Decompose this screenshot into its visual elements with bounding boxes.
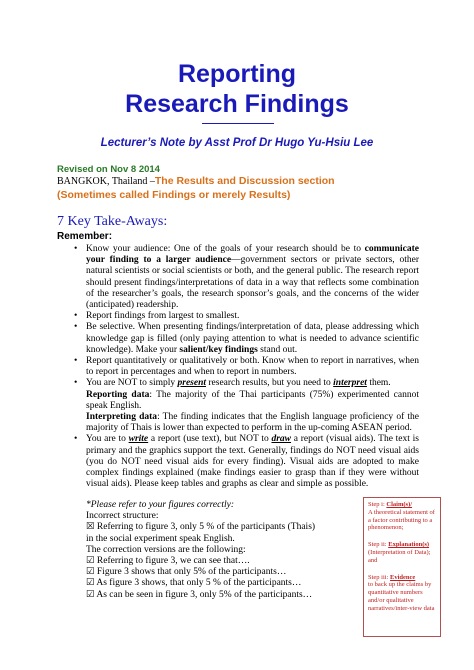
remember-label: Remember:	[57, 231, 113, 242]
list-item: • Be selective. When presenting findings/interpretation of data, please addressing which knowledge gap is filled (only paying attention to what is needed to advance scientific knowledge). Make your salient/key findings stand out.	[74, 322, 419, 355]
step-1: Step i: Claim(s)/ A theoretical statement of a factor contributing to a phenomenon;	[368, 501, 435, 532]
correct-example-2: ☑ Figure 3 shows that only 5% of the participants…	[86, 567, 287, 578]
correct-example-1: ☑ Referring to figure 3, we can see that….	[86, 556, 250, 567]
section-title: The Results and Discussion section	[154, 175, 335, 187]
list-item: • Report findings from largest to smallest.	[74, 311, 240, 322]
dateline-place: BANGKOK, Thailand –	[57, 176, 155, 187]
correct-example-4: ☑ As can be seen in figure 3, only 5% of the participants…	[86, 589, 313, 600]
step-2: Step ii: Explanation(s) (Interpretation of Data); and	[368, 541, 431, 564]
steps-sidebar	[363, 497, 441, 637]
incorrect-example-1: ☒ Referring to figure 3, only 5 % of the participants (Thais)	[86, 522, 316, 533]
step-3: Step iii: Evidence to back up the claims by quantitative numbers and/or qualitative narratives/inter-view data	[368, 573, 435, 612]
correct-example-3: ☑ As figure 3 shows, that only 5 % of the participants…	[86, 578, 302, 589]
title-line-1: Reporting	[177, 60, 297, 88]
figure-reference-box	[86, 500, 336, 601]
incorrect-example-2: in the social experiment speak English.	[86, 533, 235, 544]
lecturer-note: Lecturer’s Note by Asst Prof Dr Hugo Yu-Hsiu Lee	[100, 137, 374, 149]
takeaway-list	[57, 244, 419, 490]
list-item: • Report quantitatively or qualitatively or both. Know when to report in narratives, when to report in percentages and when to report in numbers.	[74, 356, 419, 378]
title-underline	[202, 123, 274, 124]
section-subtitle: (Sometimes called Findings or merely Results)	[57, 188, 291, 201]
correction-label: The correction versions are the following:	[86, 544, 246, 555]
figure-note: *Please refer to your figures correctly:	[86, 500, 235, 510]
list-item: • You are to write a report (use text), but NOT to draw a report (visual aids). The text is primary and the graphics support the text. Generally, findings do NOT need visual aids (you do NOT need visual aids for every finding). Visual aids are adopted to make complex findings explained (make findings easier to grasp than if they were without visual aids). Please keep tables and graphs as clear and simple as possible.	[74, 434, 419, 490]
incorrect-label: Incorrect structure:	[86, 511, 159, 522]
revised-date: Revised on Nov 8 2014	[57, 164, 160, 175]
key-takeaways-heading: 7 Key Take-Aways:	[57, 214, 168, 229]
title-line-2: Research Findings	[125, 90, 349, 118]
list-item: • Know your audience: One of the goals of your research should be to communicate your finding to a larger audience—government sectors or private sectors, other natural scientists or social scientists or both, and the general public. The research report should present findings/interpretations of data in a way that reflects some combination of the researcher’s goals, the research sponsor’s goals, and the concerns of the wider (anticipated) readership.	[74, 244, 419, 311]
list-item: • You are NOT to simply present research results, but you need to interpret them. Reporting data: The majority of the Thai participants (75%) experimented cannot speak English. Interpreting data: The finding indicates that the English language proficiency of the majority of Thais is lower than expected to perform in the up-coming ASEAN period.	[74, 378, 419, 434]
dateline	[57, 175, 437, 202]
